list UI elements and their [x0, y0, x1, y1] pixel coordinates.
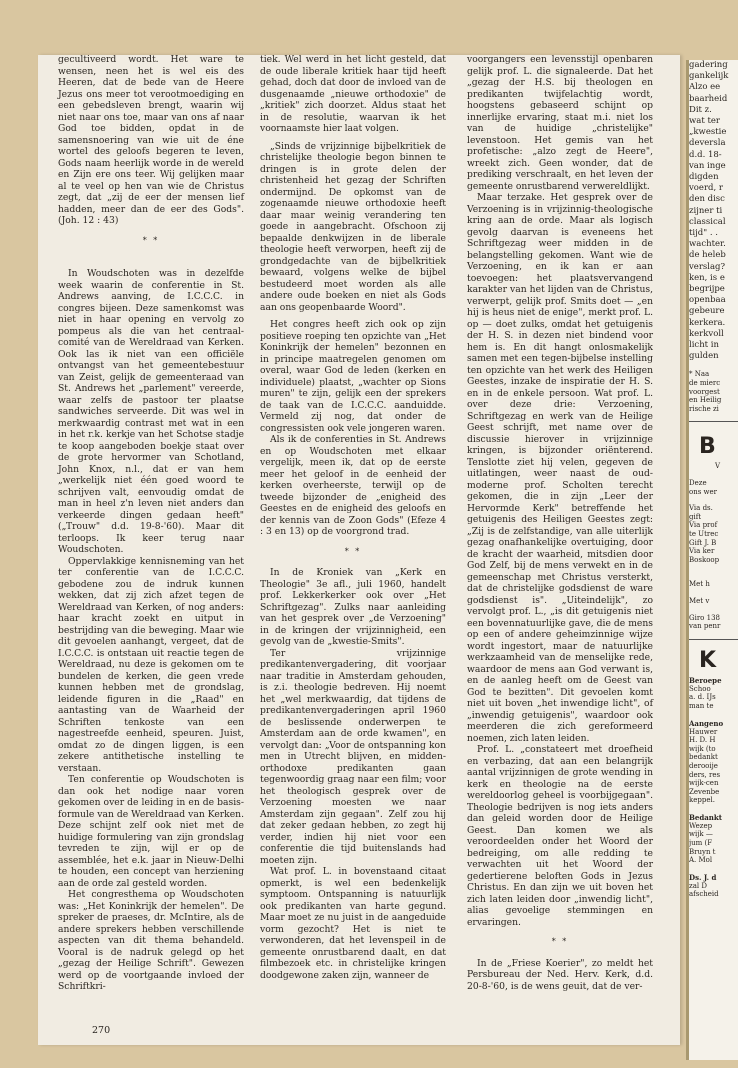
paragraph: Oppervlakkige kennisneming van het ter conferentie van de I.C.C.C. gebodene zou de indruk kunnen wekken, dat zij zich afzet tegen de Wereldraad van Kerken, of nog anders: haar kracht zoekt en uitput in bestrijding van die beweging. Maar wie dit gevoelen aanhangt, vergeet, dat de I.C.C.C. is ontstaan uit reactie tegen de Wereldraad, nu deze is gekomen om te bundelen de kerken, die geen vrede kunnen hebben met de grondslag, leidende figuren in die „Raad" en aantasting van de Waarheid der Schriften tenkoste van een nagestreefde eenheid, speuren. Juist, omdat zo de dingen liggen, is een zekere antithetische instelling te verstaan.	[58, 555, 244, 774]
edge-line: wijk-cen	[689, 779, 719, 788]
edge-line: kerkvoll	[689, 328, 724, 339]
edge-line: Deze	[689, 479, 707, 488]
paragraph: Het congres heeft zich ook op zijn positieve roeping ten opzichte van „Het Koninkrijk der hemelen" bezonnen en in principe maatregelen genomen om overal, waar God de leden (kerken en individuele) plaatst, „wachter op Sions muren" te zijn, gelijk een der sprekers de taak van de I.C.C.C. aanduidde. Vermeld zij nog, dat onder de congressisten ook vele jongeren waren.	[260, 319, 446, 434]
edge-line: gift	[689, 512, 702, 521]
edge-line: Gift J. B	[689, 538, 717, 547]
edge-line: voerd, r	[689, 183, 723, 194]
edge-line: digden	[689, 172, 719, 183]
edge-line: wachter.	[689, 239, 726, 250]
paragraph: voorgangers een levensstijl openbaren gelijk prof. L. die signaleerde. Dat het „gezag der H.S. bij theologen en predikanten twijfelachtig wordt, hoogstens gebaseerd schijnt op innerlijke ervaring, staat m.i. niet los van de huidige „christelijke" levenstoon. Het gemis van het profetische: „alzo zegt de Heere", wreekt zich. Geen wonder, dat de prediking verschraalt, en het leven der gemeente onrustbarend verwereldlijkt.	[467, 54, 653, 192]
paragraph: Prof. L. „constateert met droefheid en verbazing, dat aan een belangrijk aantal vrijzinnigen de grote wending in kerk en theologie na de eerste wereldoorlog geheel is voorbijgegaan". Theologie bedrijven is nog iets anders dan geleid worden door de Heilige Geest. Dan komen we als veroordeelden onder het Woord der bedreiging, om alle redding te verwachten uit het Woord der gedertierene beloften Gods in Jezus Christus. En dan zijn we uit boven het zich laten leiden door „inwendig licht", alias gevoelige stemmingen en ervaringen.	[467, 744, 653, 928]
paragraph: tiek. Wel werd in het licht gesteld, dat de oude liberale kritiek haar tijd heeft gehad, doch dat door de invloed van de dusgenaamde „nieuwe orthodoxie" de „kritiek" zich doorzet. Aldus staat het in de resolutie, waarvan ik het voornaamste hier laat volgen.	[260, 54, 446, 134]
edge-line: bedankt	[689, 753, 718, 762]
edge-line: ken, is e	[689, 272, 725, 283]
paragraph: In Woudschoten was in dezelfde week waarin de conferentie in St. Andrews aanving, de I.C.C.C. in congres bijeen. Deze samenkomst was niet in haar opening en vervolg zo pompeus als die van het centraal-comité van de Wereldraad van Kerken. Ook las ik niet van een officiële ontvangst van het gemeentebestuur van Zeist, gelijk de gemeenteraad van St. Andrews het „parlement" vereerde, waar zelfs de pastoor ter plaatse sandwiches serveerde. Dit was wel in merkwaardig contrast met wat in een in het r.k. kerkje van het Schotse stadje te koop aangeboden boekje staat over de grote hervormer van Schotland, John Knox, n.l., dat er van hem „werkelijk niet één goed woord te schrijven valt, eenvoudig omdat de man in heel z'n leven niet anders dan verkeerde dingen gedaan heeft" („Trouw" d.d. 19-8-'60). Maar dit terloops. Ik keer terug naar Woudschoten.	[58, 268, 244, 555]
page-number: 270	[92, 1025, 111, 1036]
edge-line: Via ker	[689, 547, 715, 556]
edge-line: openbaa	[689, 295, 726, 306]
edge-footnote: voorgest	[689, 387, 720, 396]
edge-line: a. d. IJs	[689, 693, 716, 702]
paragraph: gecultiveerd wordt. Het ware te wensen, neen het is wel eis des Heeren, dat de bede van de Heere Jezus ons meer tot verootmoediging en een gebedsleven brengt, waarin wij niet naar ons toe, maar van ons af naar God toe bidden, opdat in de samensnoering van wie uit de éne wortel des geloofs begeren te leven, Gods naam heerlijk worde in de wereld en Zijn ere ons teer. Wij gelijken maar al te veel op hen van wie de Christus zegt, dat „zij de eer der mensen lief hadden, meer dan de eer des Gods". (Joh. 12 : 43)	[58, 54, 244, 226]
edge-line: zijner ti	[689, 205, 723, 216]
edge-line: de heleb	[689, 250, 726, 261]
edge-line: begrijpe	[689, 284, 725, 295]
edge-line: Met h	[689, 580, 710, 589]
edge-line: gankelijk	[689, 71, 729, 82]
edge-line: baarheid	[689, 93, 728, 104]
paragraph: In de „Friese Koerier", zo meldt het Persbureau der Ned. Herv. Kerk, d.d. 20-8-'60, is de wens geuit, dat de ver-	[467, 957, 653, 992]
edge-line: man te	[689, 701, 714, 710]
section-separator: * *	[344, 546, 362, 556]
edge-line: jum (F	[689, 839, 713, 848]
paragraph: In de Kroniek van „Kerk en Theologie" 3e afl., juli 1960, handelt prof. Lekkerkerker ook over „Het Schriftgezag". Zulks naar aanleiding van het gesprek over „de Verzoening" in de kringen der vrijzinnigheid, een gevolg van de „kwestie-Smits".	[260, 567, 446, 647]
edge-line: kerkera.	[689, 317, 726, 328]
edge-line: keppel.	[689, 796, 715, 805]
edge-line: gadering	[689, 60, 728, 70]
edge-line: „kwestie	[689, 127, 727, 138]
edge-line: gulden	[689, 351, 719, 362]
edge-footnote: en Heilig	[689, 396, 722, 405]
edge-line: A. Mol	[689, 856, 713, 865]
edge-subheading: Ds. J. d	[689, 872, 717, 882]
edge-heading-k: K	[699, 647, 717, 673]
edge-line: Met v	[689, 596, 710, 605]
edge-footnote: rische zi	[689, 404, 719, 413]
edge-line: tijd" . .	[689, 228, 718, 239]
edge-line: wat ter	[689, 116, 720, 127]
paragraph: „Sinds de vrijzinnige bijbelkritiek de christelijke theologie begon binnen te dringen is in grote delen der christenheid het gezag der Schriften ondermijnd. De opkomst van de zogenaamde nieuwe orthodoxie heeft daar maar weinig verandering ten goede in aangebracht. Ofschoon zij bepaalde denkwijzen in de liberale theologie heeft verworpen, heeft zij de grondgedachte van de bijbelkritiek bewaard, volgens welke de bijbel bestudeerd moet worden als alle andere oude boeken en niet als Gods aan ons geopenbaarde Woord".	[260, 140, 446, 313]
edge-subheading: Aangeno	[689, 718, 724, 728]
edge-line: Wezep	[689, 821, 713, 830]
edge-line: Dit z.	[689, 104, 712, 115]
edge-line: V	[715, 462, 721, 471]
edge-line: van inge	[689, 160, 726, 171]
edge-line: classical	[689, 216, 726, 227]
edge-line: deversla	[689, 138, 726, 149]
edge-line: gebeure	[689, 306, 725, 317]
section-separator: * *	[551, 937, 569, 946]
section-separator: * *	[142, 235, 160, 245]
column-3	[467, 54, 653, 992]
edge-line: Hauwer	[689, 727, 718, 736]
next-page-edge	[686, 60, 738, 1060]
column-1	[58, 54, 244, 993]
paragraph: Maar terzake. Het gesprek over de Verzoening is in vrijzinnig-theologische kring aan de orde. Maar als logisch gevolg daarvan is eveneens het Schriftgezag weer midden in de belangstelling gekomen. Want wie de Verzoening, en ik kan er aan toevoegen: het plaatsvervangend karakter van het lijden van de Christus, verwerpt, gelijk prof. Smits doet — „en hij is heus niet de enige", merkt prof. L. op — doet zulks, omdat het getuigenis der H. S. in dezen niet bindend voor hem is. En dit hangt onlosmakelijk samen met een tegen-bijbelse instelling ten opzichte van het werk des Heiligen Geestes, inzake de inspiratie der H. S. en in de enkele persoon. Wat prof. L. over deze drie: Verzoening, Schriftgezag en werk van de Heilige Geest schrijft, met name over de discussie hierover in vrijzinnige kringen, is bijzonder oriënterend. Tenslotte ziet hij velen, gegeven de uitlatingen, weer naast de oud-moderne prof. Scholten terecht gekomen, die in zijn „Leer der Hervormde Kerk" betreffende het getuigenis des Heiligen Geestes zegt: „Zij is de zelfstandige, van alle uiterlijk gezag onafhankelijke overtuiging, door de kracht der waarheid, mitsdien door God Zelf, bij de mens verwekt en in de gemeenschap met Christus versterkt, dat de christelijke godsdienst de ware godsdienst is". „Uiteindelijk", zo vervolgt prof. L., „is dit getuigenis niet een bovennatuurlijke gave, die de mens op een of andere geheimzinnige wijze wordt ingestort, maar de natuurlijke werkzaamheid van de menselijke rede, waardoor de mens aan God verwant is, en de aanleg heeft om de Geest van God te bezitten". Dit gevoelen komt niet uit boven „het inwendige licht", of „inwendig getuigenis", waardoor ook meerderen die zich gereformeerd noemen, zich laten leiden.	[467, 192, 653, 744]
edge-line: Via ds.	[689, 504, 713, 513]
edge-line: H. D. H	[689, 736, 716, 745]
edge-line: Alzo ee	[689, 82, 721, 93]
edge-line: den disc	[689, 194, 725, 205]
column-2	[260, 54, 446, 981]
edge-line: afscheid	[689, 890, 719, 899]
edge-heading-b: B	[699, 434, 716, 460]
paragraph: Als ik de conferenties in St. Andrews en op Woudschoten met elkaar vergelijk, meen ik, dat op de eerste meer het geloof in de eenheid der kerken overheerste, terwijl op de tweede bijzonder de „enigheid des Geestes en de enigheid des geloofs en der kennis van de Zoon Gods" (Efeze 4 : 3 en 13) op de voorgrond trad.	[260, 434, 446, 537]
edge-subheading: Beroepe	[689, 675, 722, 685]
edge-line: te Utrec	[689, 530, 719, 539]
edge-line: ons wer	[689, 487, 718, 496]
paragraph: Het congresthema op Woudschoten was: „Het Koninkrijk der hemelen". De spreker de praeses, dr. McIntire, als de andere sprekers hebben verschillende aspecten van dit thema behandeld. Vooral is de nadruk gelegd op het „gezag der Heilige Schrift". Gewezen werd op de voortgaande invloed der Schriftkri-	[58, 889, 244, 992]
edge-line: Bruyn t	[689, 847, 716, 856]
edge-line: Zevenbe	[689, 787, 720, 796]
edge-line: derooije	[689, 761, 718, 770]
edge-line: zal D	[689, 881, 707, 890]
edge-line: Giro 138	[689, 613, 720, 622]
edge-line: wijk —	[689, 830, 713, 839]
edge-line: van penr	[689, 622, 721, 631]
edge-line: ders, res	[689, 770, 721, 779]
edge-line: wijk (to	[689, 744, 716, 753]
edge-line: d.d. 18-	[689, 149, 722, 160]
paragraph: Ten conferentie op Woudschoten is dan ook het nodige naar voren gekomen over de leiding in en de basis-formule van de Wereldraad van Kerken. Deze schijnt zelf ook niet met de huidige formulering van zijn grondslag tevreden te zijn, wijl er op de assemblée, het e.k. jaar in Nieuw-Delhi te houden, een concept van herziening aan de orde zal gesteld worden.	[58, 774, 244, 889]
edge-footnote: * Naa	[689, 370, 710, 379]
paragraph: Ter vrijzinnige predikantenvergadering, dit voorjaar naar traditie in Amsterdam gehouden, is z.i. theologie bedreven. Hij noemt het „wel merkwaardig, dat tijdens de predikantenvergaderingen april 1960 de beslissende onderwerpen te Amsterdam aan de orde kwamen", en vervolgt dan: „Voor de ontspanning kon men in Utrecht blijven, en midden-orthodoxe predikanten gaan tegenwoordig graag naar een film; voor het theologisch gesprek over de Verzoening moesten we naar Amsterdam zijn gegaan". Zelf zou hij dat zeker gedaan hebben, zo zegt hij verder, indien hij niet voor een conferentie die tijd buitenslands had moeten zijn.	[260, 647, 446, 866]
edge-subheading: Bedankt	[689, 812, 722, 822]
paragraph: Wat prof. L. in bovenstaand citaat opmerkt, is wel een bedenkelijk symptoom. Ontspanning is natuurlijk ook predikanten van harte gegund. Maar moet ze nu juist in de aangeduide vorm gezocht? Het is niet te verwonderen, dat het levenspeil in de gemeente onrustbarend daalt, en dat filmbezoek etc. in christelijke kringen doodgewone zaken zijn, wanneer de	[260, 866, 446, 981]
edge-line: verslag?	[689, 261, 726, 272]
edge-line: Boskoop	[689, 555, 720, 564]
edge-footnote: de mierc	[689, 379, 721, 388]
edge-line: Via prof	[689, 521, 718, 530]
edge-line: Schoo	[689, 684, 711, 693]
edge-line: licht in	[689, 340, 719, 351]
